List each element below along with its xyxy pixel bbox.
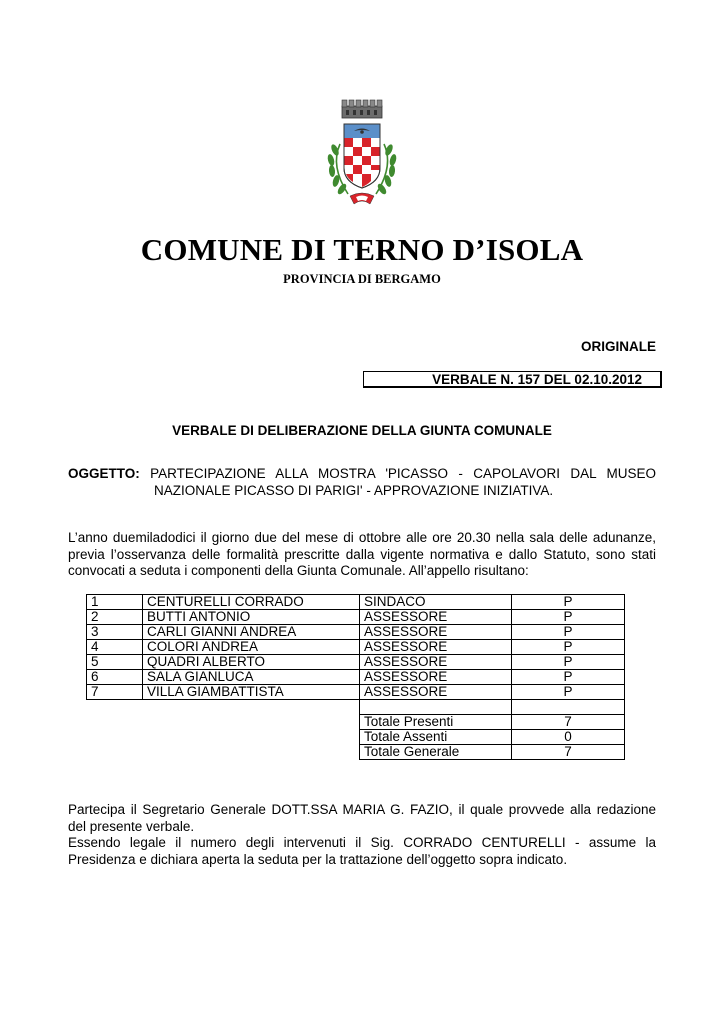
subject-line-1: PARTECIPAZIONE ALLA MOSTRA 'PICASSO - CAPOLAVORI DAL MUSEO — [150, 466, 656, 481]
intro-line-1: L’anno duemiladodici il giorno due del mese di ottobre alle ore 20.30 nella sala delle adunanze, — [68, 530, 656, 545]
member-name: QUADRI ALBERTO — [143, 655, 360, 670]
total-value: 0 — [512, 730, 625, 745]
total-label: Totale Assenti — [360, 730, 512, 745]
table-row — [87, 670, 625, 685]
member-number: 7 — [87, 685, 143, 700]
member-name: CENTURELLI CORRADO — [143, 595, 360, 610]
attendance-table — [86, 594, 625, 760]
member-role: ASSESSORE — [360, 640, 512, 655]
member-role: ASSESSORE — [360, 655, 512, 670]
member-number: 4 — [87, 640, 143, 655]
page-title: COMUNE DI TERNO D’ISOLA — [140, 232, 584, 267]
subject-label: OGGETTO: — [68, 466, 140, 481]
closing-paragraph — [68, 802, 656, 868]
intro-line-2: previa l’osservanza delle formalità prescritte dalla vigente normativa e dallo Statuto, sono stati — [68, 546, 656, 562]
total-value: 7 — [512, 715, 625, 730]
member-status: P — [512, 625, 625, 640]
table-row — [87, 655, 625, 670]
verbale-number-box: VERBALE N. 157 DEL 02.10.2012 — [363, 371, 662, 388]
member-role: ASSESSORE — [360, 670, 512, 685]
subject-line-2: NAZIONALE PICASSO DI PARIGI' - APPROVAZIONE INIZIATIVA. — [154, 482, 554, 498]
member-role: ASSESSORE — [360, 685, 512, 700]
member-number: 3 — [87, 625, 143, 640]
member-name: CARLI GIANNI ANDREA — [143, 625, 360, 640]
member-role: ASSESSORE — [360, 610, 512, 625]
member-number: 2 — [87, 610, 143, 625]
closing-line-1: Partecipa il Segretario Generale DOTT.SSA MARIA G. FAZIO, il quale provvede alla redazione — [68, 802, 656, 817]
member-status: P — [512, 685, 625, 700]
totals-row — [87, 745, 625, 760]
member-name: VILLA GIAMBATTISTA — [143, 685, 360, 700]
member-name: BUTTI ANTONIO — [143, 610, 360, 625]
original-label: ORIGINALE — [580, 339, 656, 354]
total-value: 7 — [512, 745, 625, 760]
member-status: P — [512, 670, 625, 685]
coat-of-arms-icon — [318, 96, 406, 212]
table-row-empty — [87, 700, 625, 715]
document-heading: VERBALE DI DELIBERAZIONE DELLA GIUNTA COMUNALE — [172, 423, 552, 438]
member-number: 6 — [87, 670, 143, 685]
subject-block — [68, 466, 656, 499]
member-status: P — [512, 610, 625, 625]
page-subtitle: PROVINCIA DI BERGAMO — [283, 272, 441, 286]
intro-line-3: convocati a seduta i componenti della Giunta Comunale. All’appello risultano: — [68, 563, 529, 578]
totals-row — [87, 715, 625, 730]
closing-line-2: del presente verbale. — [68, 818, 195, 834]
member-number: 5 — [87, 655, 143, 670]
member-status: P — [512, 595, 625, 610]
table-row — [87, 640, 625, 655]
table-row — [87, 595, 625, 610]
closing-line-4: Presidenza e dichiara aperta la seduta per la trattazione dell’oggetto sopra indicato. — [68, 851, 568, 867]
member-role: ASSESSORE — [360, 625, 512, 640]
member-name: COLORI ANDREA — [143, 640, 360, 655]
totals-row — [87, 730, 625, 745]
member-status: P — [512, 655, 625, 670]
total-label: Totale Generale — [360, 745, 512, 760]
closing-line-3: Essendo legale il numero degli intervenuti il Sig. CORRADO CENTURELLI - assume la — [68, 835, 656, 850]
member-number: 1 — [87, 595, 143, 610]
table-row — [87, 685, 625, 700]
member-name: SALA GIANLUCA — [143, 670, 360, 685]
member-status: P — [512, 640, 625, 655]
total-label: Totale Presenti — [360, 715, 512, 730]
intro-paragraph — [68, 530, 656, 580]
member-role: SINDACO — [360, 595, 512, 610]
table-row — [87, 625, 625, 640]
table-row — [87, 610, 625, 625]
